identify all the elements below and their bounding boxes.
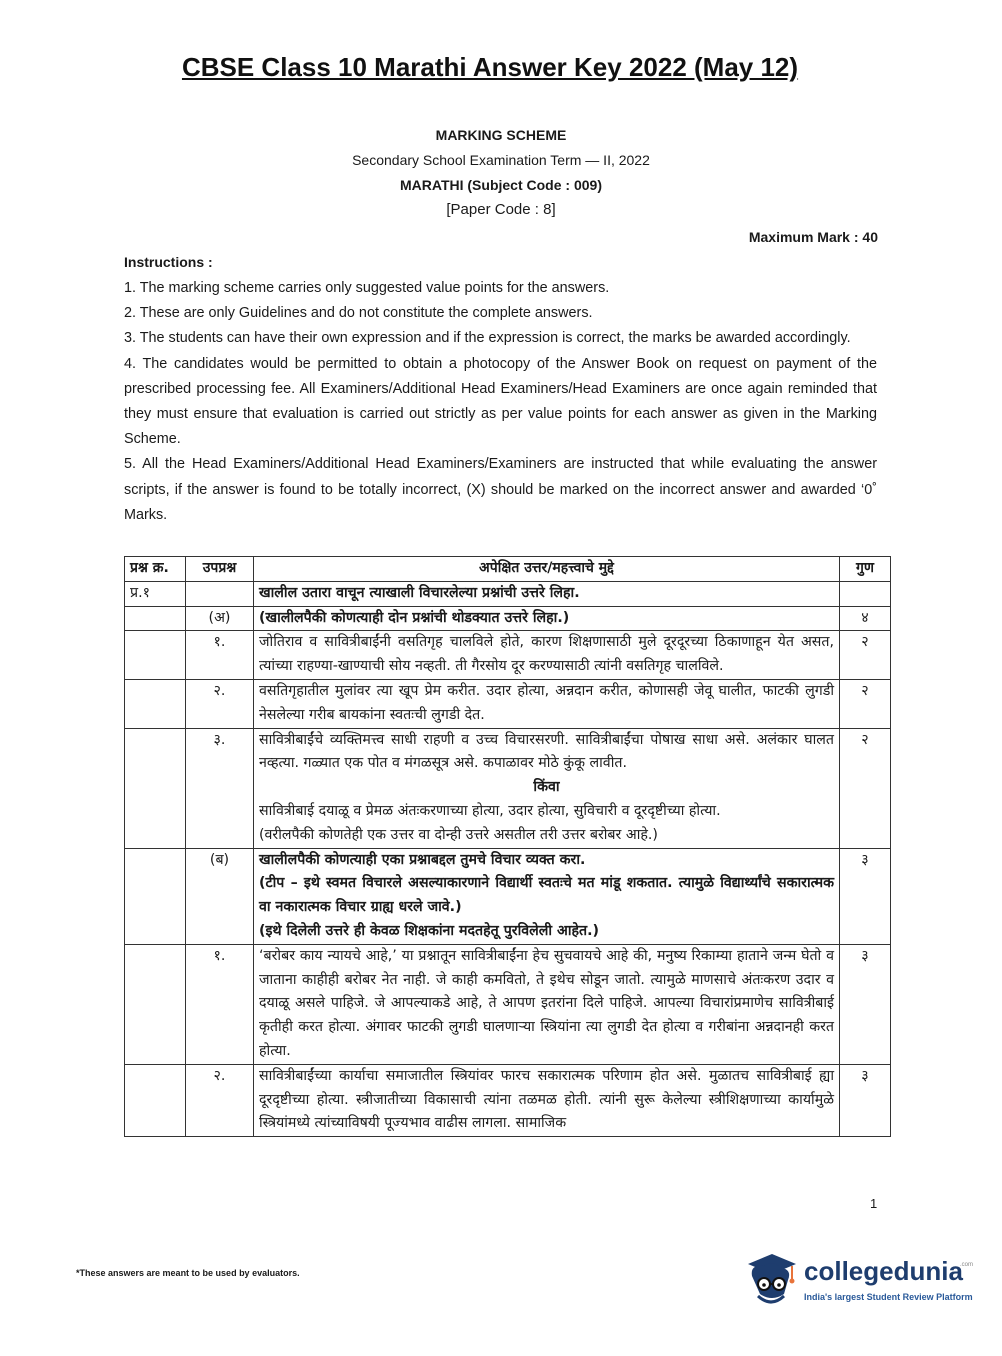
subquestion: १. [186, 631, 254, 680]
subquestion: २. [186, 679, 254, 728]
page-number: 1 [870, 1196, 878, 1211]
note-text-2: (इथे दिलेली उत्तरे ही केवळ शिक्षकांना मदतहेतू पुरविलेली आहेत.) [259, 922, 599, 939]
header-expected-answer: अपेक्षित उत्तर/महत्त्वाचे मुद्दे [254, 557, 840, 582]
table-row [125, 944, 891, 1064]
subquestion: ३. [186, 728, 254, 848]
page-title: CBSE Class 10 Marathi Answer Key 2022 (May 12) [181, 52, 799, 82]
maximum-mark: Maximum Mark : 40 [748, 229, 878, 245]
collegedunia-logo [742, 1248, 972, 1318]
table-row [125, 606, 891, 631]
question-no [125, 728, 186, 848]
exam-name: Secondary School Examination Term — II, 2022 [352, 152, 650, 168]
mascot-icon [742, 1250, 800, 1314]
table-header-row [125, 557, 891, 582]
subject-code: MARATHI (Subject Code : 009) [400, 177, 602, 193]
answer-key-table [124, 556, 891, 1137]
question-no [125, 1064, 186, 1136]
instruction-item: 3. The students can have their own expression and if the expression is correct, the marks be awarded accordingly. [124, 330, 851, 347]
or-separator: किंवा [533, 779, 560, 796]
instructions-list [124, 276, 877, 528]
answer-text: (खालीलपैकी कोणत्याही दोन प्रश्नांची थोडक्यात उत्तरे लिहा.) [254, 606, 840, 631]
instruction-item: 5. All the Head Examiners/Additional Head Examiners/Examiners are instructed that while evaluating the answer scripts, if the answer is found to be totally incorrect, (X) should be marked on the incorrect answer and awarded ‘0˚ Marks. [124, 456, 877, 523]
subquestion: (ब) [186, 848, 254, 944]
subquestion [186, 581, 254, 606]
question-no: प्र.१ [125, 581, 186, 606]
marking-scheme-heading: MARKING SCHEME [435, 127, 567, 143]
instructions-heading: Instructions : [124, 254, 213, 270]
marks: ३ [840, 848, 891, 944]
answer-text: खालील उतारा वाचून त्याखाली विचारलेल्या प्रश्नांची उत्तरे लिहा. [254, 581, 840, 606]
marks: २ [840, 631, 891, 680]
question-no [125, 679, 186, 728]
paper-code: [Paper Code : 8] [446, 201, 556, 218]
header-subquestion: उपप्रश्न [186, 557, 254, 582]
marks: ३ [840, 1064, 891, 1136]
instruction-item: 1. The marking scheme carries only suggested value points for the answers. [124, 280, 610, 296]
question-instruction: खालीलपैकी कोणत्याही एका प्रश्नाबद्दल तुमचे विचार व्यक्त करा. [259, 851, 586, 868]
answer-text: जोतिराव व सावित्रीबाईंनी वसतिगृह चालविले होते, कारण शिक्षणासाठी मुले दूरदूरच्या ठिकाणाहून येत असत, त्यांच्या राहण्या-खाण्याची सोय नव्हती. ती गैरसोय दूर करण्यासाठी त्यांनी वसतिगृह चालविले. [254, 631, 840, 680]
table-row [125, 848, 891, 944]
answer-text: सावित्रीबाईंचे व्यक्तिमत्त्व साधी राहणी व उच्च विचारसरणी. सावित्रीबाईंचा पोषाख साधा असे. अलंकार घालत नव्हत्या. गळ्यात एक पोत व मंगळसूत्र असे. कपाळावर मोठे कुंकू लावीत. [259, 731, 834, 772]
note-text: (टीप – इथे स्वमत विचारले असल्याकारणाने विद्यार्थी स्वतःचे मत मांडू शकतात. त्यामुळे विद्यार्थ्यांचे सकारात्मक वा नकारात्मक विचार ग्राह्य धरले जावे.) [259, 875, 834, 916]
table-row [125, 1064, 891, 1136]
subquestion: (अ) [186, 606, 254, 631]
question-no [125, 631, 186, 680]
logo-wordmark: collegedunia [804, 1256, 963, 1286]
answer-text: ‘बरोबर काय न्यायचे आहे,’ या प्रश्नातून सावित्रीबाईंना हेच सुचवायचे आहे की, मनुष्य रिकाम्या हाताने जन्म घेतो व जाताना काहीही बरोबर नेत नाही. जे काही कमवितो, ते इथेच सोडून जातो. त्यामुळे माणसाचे अंतःकरण उदार व दयाळू असले पाहिजे. जे आपल्याकडे आहे, ते आपण इतरांना दिले पाहिजे. आपल्या विचारांप्रमाणेच सावित्रीबाई कृतीही करत होत्या. अंगावर फाटकी लुगडी घालणाऱ्या स्त्रियांना त्या लुगडी देत होत्या व गरीबांना अन्नदानही करत होत्या. [254, 944, 840, 1064]
instruction-item: 4. The candidates would be permitted to obtain a photocopy of the Answer Book on request on payment of the prescribed processing fee. All Examiners/Additional Head Examiners/Head Examiners are once again reminded that they must ensure that evaluation is carried out strictly as per value points for each answer as given in the Marking Scheme. [124, 355, 877, 448]
answer-cell [254, 848, 840, 944]
marks: २ [840, 679, 891, 728]
table-row [125, 728, 891, 848]
marks: ४ [840, 606, 891, 631]
header-question-no: प्रश्न क्र. [125, 557, 186, 582]
answer-cell [254, 728, 840, 848]
answer-note: (वरीलपैकी कोणतेही एक उत्तर वा दोन्ही उत्तरे असतील तरी उत्तर बरोबर आहे.) [259, 826, 658, 843]
header-marks: गुण [840, 557, 891, 582]
table-row [125, 581, 891, 606]
answer-text: वसतिगृहातील मुलांवर त्या खूप प्रेम करीत. उदार होत्या, अन्नदान करीत, कोणासही जेवू घालीत, फाटकी लुगडी नेसलेल्या गरीब बायकांना स्वतःची लुगडी देत. [254, 679, 840, 728]
marks: २ [840, 728, 891, 848]
question-no [125, 944, 186, 1064]
instruction-item: 2. These are only Guidelines and do not constitute the complete answers. [124, 305, 593, 322]
logo-domain-suffix: .com [960, 1262, 974, 1268]
marks [840, 581, 891, 606]
question-no [125, 848, 186, 944]
marks: ३ [840, 944, 891, 1064]
footer-note: *These answers are meant to be used by evaluators. [76, 1268, 300, 1278]
question-no [125, 606, 186, 631]
table-row [125, 631, 891, 680]
subquestion: २. [186, 1064, 254, 1136]
answer-text-alt: सावित्रीबाई दयाळू व प्रेमळ अंतःकरणाच्या होत्या, उदार होत्या, सुविचारी व दूरदृष्टीच्या होत्या. [259, 802, 721, 819]
answer-text: सावित्रीबाईंच्या कार्याचा समाजातील स्त्रियांवर फारच सकारात्मक परिणाम होत असे. मुळातच सावित्रीबाई ह्या दूरदृष्टीच्या होत्या. स्त्रीजातीच्या विकासाची त्यांना तळमळ होती. त्यांनी सुरू केलेल्या स्त्रीशिक्षणाच्या कार्यामुळे स्त्रियांमध्ये त्यांच्याविषयी पूज्यभाव वाढीस लागला. सामाजिक [254, 1064, 840, 1136]
logo-tagline: India's largest Student Review Platform [804, 1292, 973, 1302]
subquestion: १. [186, 944, 254, 1064]
table-row [125, 679, 891, 728]
